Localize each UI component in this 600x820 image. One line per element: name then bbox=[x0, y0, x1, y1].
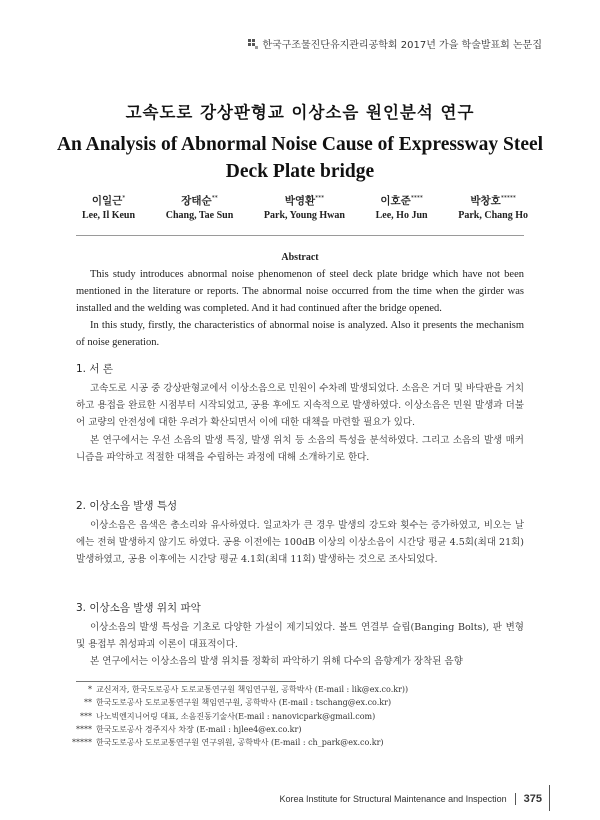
author bbox=[264, 193, 345, 221]
author-name-en: Lee, Il Keun bbox=[82, 210, 136, 221]
korean-title: 고속도로 강상판형교 이상소음 원인분석 연구 bbox=[125, 103, 475, 122]
author-mark: ** bbox=[211, 194, 218, 202]
section-body-noise-characteristics bbox=[76, 517, 524, 569]
abstract-paragraph: In this study, firstly, the characteristics of abnormal noise is analyzed. Also it presents the mechanism of noise generation. bbox=[76, 320, 524, 348]
footnote-text: 한국도로공사 도로교통연구원 연구위원, 공학박사 (E-mail : ch_park@ex.co.kr) bbox=[96, 738, 384, 748]
footnotes bbox=[56, 683, 408, 749]
english-title-line-2: Deck Plate bridge bbox=[225, 161, 375, 182]
page-number: 375 bbox=[523, 793, 542, 805]
author bbox=[166, 193, 234, 221]
footnote-mark: ***** bbox=[72, 738, 92, 748]
author-name-kr: 이호준 bbox=[380, 195, 411, 207]
footnote bbox=[56, 723, 408, 736]
footnote-mark: ** bbox=[84, 698, 92, 708]
footer-separator bbox=[515, 793, 516, 805]
footnote bbox=[56, 696, 408, 709]
author-name-en: Chang, Tae Sun bbox=[165, 210, 234, 221]
footnote-mark: *** bbox=[80, 711, 92, 721]
abstract-body bbox=[76, 266, 524, 351]
footnote-divider bbox=[76, 681, 296, 682]
footnote-text: 한국도로공사 경주지사 차장 (E-mail : hjlee4@ex.co.kr) bbox=[96, 724, 302, 734]
author-name-en: Park, Young Hwan bbox=[263, 210, 345, 221]
society-logo-icon bbox=[248, 39, 258, 49]
footnote bbox=[56, 736, 408, 749]
footnote-text: 나노빅엔지니어링 대표, 소음진동기술사(E-mail : nanovicpark@gmail.com) bbox=[96, 711, 376, 721]
author-name-kr: 이일근 bbox=[91, 195, 123, 207]
page-footer bbox=[280, 793, 543, 805]
footer-organization: Korea Institute for Structural Maintenance and Inspection bbox=[279, 794, 507, 804]
title-divider bbox=[76, 235, 524, 236]
footnote-text: 한국도로공사 도로교통연구원 책임연구원, 공학박사 (E-mail : tschang@ex.co.kr) bbox=[96, 698, 392, 708]
author-mark: *** bbox=[315, 194, 325, 202]
author-list bbox=[82, 193, 528, 221]
footnote-mark: * bbox=[88, 685, 92, 694]
abstract-paragraph: This study introduces abnormal noise phenomenon of steel deck plate bridge which have not been mentioned in the literature or reports. The abnormal noise occurred from the time when the girder was installed and the welding was completed. And it had continued after the bridge opened. bbox=[76, 269, 524, 314]
body-paragraph: 본 연구에서는 이상소음의 발생 위치를 정확히 파악하기 위해 다수의 음향계가 장착된 음향 bbox=[90, 656, 463, 668]
header-text: 한국구조물진단유지관리공학회 2017년 가을 학술발표회 논문집 bbox=[262, 40, 542, 51]
body-paragraph: 이상소음의 발생 특성을 기초로 다양한 가설이 제기되었다. 볼트 연결부 슬립(Banging Bolts), 판 변형 및 용접부 취성파괴 이론이 대표적이다. bbox=[76, 622, 524, 651]
author-name-kr: 박창호 bbox=[470, 195, 501, 207]
section-heading-noise-characteristics: 2. 이상소음 발생 특성 bbox=[76, 500, 178, 512]
author-name-en: Lee, Ho Jun bbox=[375, 210, 428, 221]
author bbox=[458, 193, 528, 221]
author-mark: * bbox=[122, 194, 126, 202]
author-name-en: Park, Chang Ho bbox=[458, 210, 528, 221]
author bbox=[376, 193, 428, 221]
footnote-mark: **** bbox=[76, 724, 92, 734]
author-name-kr: 장태순 bbox=[181, 195, 212, 207]
body-paragraph: 고속도로 시공 중 강상판형교에서 이상소음으로 민원이 수차례 발생되었다. 소음은 거더 및 바닥판을 거치하고 용접을 완료한 시점부터 시작되었고, 공용 후에도 지속적으로 발생하였다. 이상소음은 민원 발생과 더불어 교량의 안전성에 대한 우려가 확산되면서 이에 대한 대책을 마련할 필요가 있다. bbox=[76, 383, 524, 429]
section-body-noise-location bbox=[76, 619, 524, 671]
footnote bbox=[56, 710, 408, 723]
page-edge-bar bbox=[549, 785, 550, 811]
abstract-heading: Abstract bbox=[281, 252, 319, 263]
section-body-introduction bbox=[76, 380, 524, 466]
author-mark: **** bbox=[410, 194, 423, 202]
english-title bbox=[0, 131, 600, 185]
section-heading-noise-location: 3. 이상소음 발생 위치 파악 bbox=[76, 602, 201, 614]
footnote bbox=[56, 683, 408, 696]
body-paragraph: 이상소음은 음색은 총소리와 유사하였다. 일교차가 큰 경우 발생의 강도와 횟수는 증가하였고, 비오는 날에는 전혀 발생하지 않기도 하였다. 공용 이전에는 100dB 이상의 이상소음이 시간당 평균 4.5회(최대 21회) 발생하였고, 공용 이후에는 시간당 평균 4.1회(최대 11회) 발생하는 것으로 조사되었다. bbox=[76, 520, 524, 566]
section-heading-introduction: 1. 서 론 bbox=[76, 363, 113, 375]
body-paragraph: 본 연구에서는 우선 소음의 발생 특징, 발생 위치 등 소음의 특성을 분석하였다. 그리고 소음의 발생 매커니즘을 파악하고 적절한 대책을 수립하는 과정에 대해 소개하기로 한다. bbox=[76, 434, 524, 463]
author-mark: ***** bbox=[500, 194, 516, 202]
author-name-kr: 박영환 bbox=[284, 195, 316, 207]
running-header bbox=[248, 36, 542, 51]
author bbox=[82, 193, 135, 221]
footnote-text: 교신저자, 한국도로공사 도로교통연구원 책임연구원, 공학박사 (E-mail : lik@ex.co.kr)) bbox=[96, 685, 409, 694]
english-title-line-1: An Analysis of Abnormal Noise Cause of Expressway Steel bbox=[56, 134, 544, 155]
